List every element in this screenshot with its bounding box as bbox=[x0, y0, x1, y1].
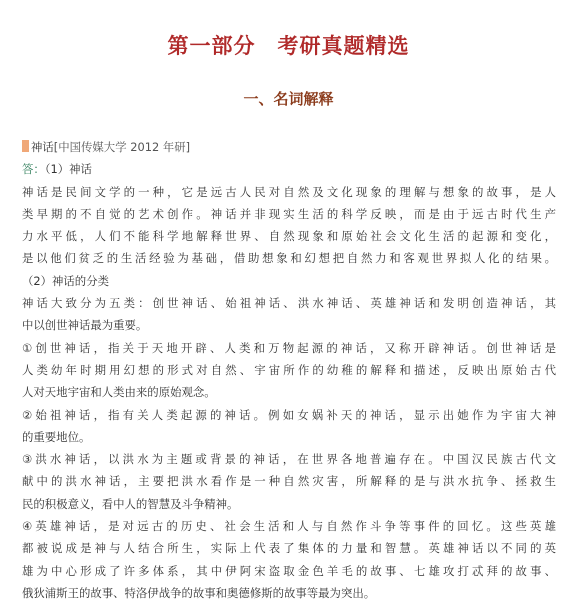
paragraph-line: ①创世神话，指关于天地开辟、人类和万物起源的神话，又称开辟神话。创世神话是 bbox=[22, 340, 556, 355]
answer-label: 答： bbox=[22, 162, 45, 177]
paragraph-line: ④英雄神话，是对远古的历史、社会生活和人与自然作斗争等事件的回忆。这些英雄 bbox=[22, 519, 556, 534]
paragraph-line: 是以他们贫乏的生活经验为基础，借助想象和幻想把自然力和客观世界拟人化的结果。 bbox=[22, 251, 556, 266]
paragraph-line: 的重要地位。 bbox=[22, 429, 91, 444]
question-line bbox=[22, 136, 556, 158]
subheading-myth: （1）神话 bbox=[44, 162, 92, 177]
paragraph-line: 献中的洪水神话，主要把洪水看作是一种自然灾害，所解释的是与洪水抗争、拯救生 bbox=[22, 474, 556, 489]
paragraph-line: 人类幼年时期用幻想的形式对自然、宇宙所作的幼稚的解释和描述，反映出原始古代 bbox=[22, 362, 556, 377]
section-title: 一、名词解释 bbox=[243, 90, 334, 108]
answer-heading-line bbox=[22, 158, 556, 180]
question-source: [中国传媒大学 2012 年研] bbox=[53, 140, 191, 154]
paragraph-line: ③洪水神话，以洪水为主题或背景的神话，在世界各地普遍存在。中国汉民族古代文 bbox=[22, 452, 556, 467]
paragraph-line: 俄狄浦斯王的故事、特洛伊战争的故事和奥德修斯的故事等最为突出。 bbox=[22, 585, 376, 600]
paragraph-line: 神话是民间文学的一种，它是远古人民对自然及文化现象的理解与想象的故事，是人 bbox=[22, 184, 556, 199]
paragraph-line: 人对天地宇宙和人类由来的原始观念。 bbox=[22, 385, 216, 400]
question-term: 神话 bbox=[31, 140, 54, 154]
paragraph-line: 雄为中心形成了许多体系，其中伊阿宋盗取金色羊毛的故事、七雄攻打忒拜的故事、 bbox=[22, 563, 556, 578]
paragraph-line: 类早期的不自觉的艺术创作。神话并非现实生活的科学反映，而是由于远古时代生产 bbox=[22, 206, 556, 221]
paragraph-line: ②始祖神话，指有关人类起源的神话。例如女娲补天的神话，显示出她作为宇宙大神 bbox=[22, 407, 556, 422]
document-body bbox=[22, 136, 556, 604]
paragraph-line: 都被说成是神与人结合所生，实际上代表了集体的力量和智慧。英雄神话以不同的英 bbox=[22, 541, 556, 556]
question-marker bbox=[22, 140, 29, 152]
paragraph-line: 力水平低，人们不能科学地解释世界、自然现象和原始社会文化生活的起源和变化， bbox=[22, 229, 556, 244]
paragraph-line: 民的积极意义，看中人的智慧及斗争精神。 bbox=[22, 496, 239, 511]
paragraph-line: 神话大致分为五类：创世神话、始祖神话、洪水神话、英雄神话和发明创造神话，其 bbox=[22, 296, 556, 311]
part-title: 第一部分 考研真题精选 bbox=[167, 33, 410, 58]
subheading-classification: （2）神话的分类 bbox=[22, 273, 109, 288]
paragraph-line: 中以创世神话最为重要。 bbox=[22, 318, 148, 333]
